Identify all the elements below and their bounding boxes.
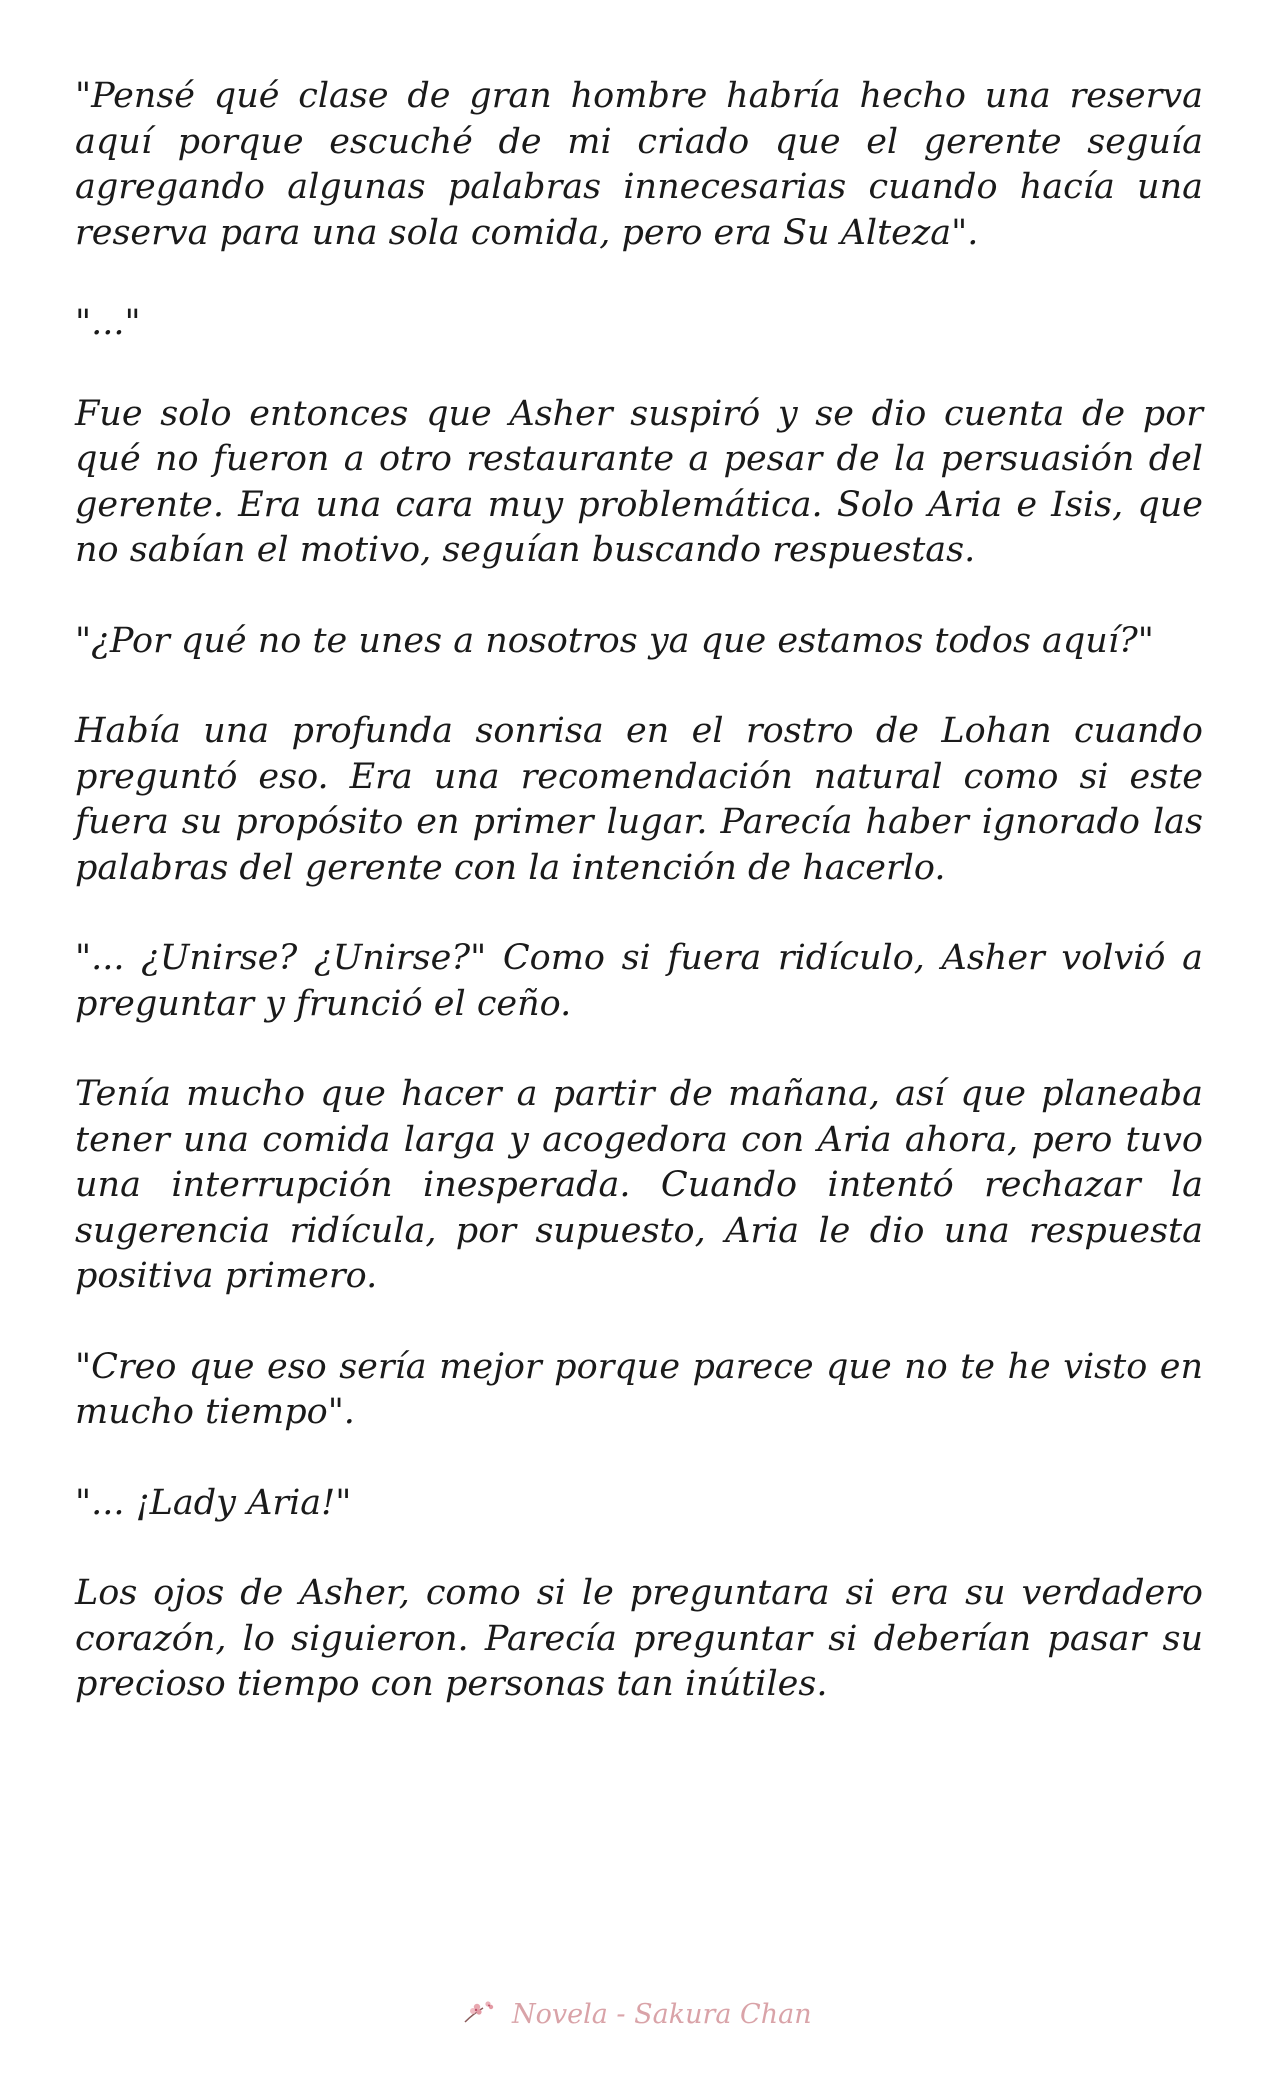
cherry-blossom-icon xyxy=(463,1998,497,2033)
paragraph-2: "..." xyxy=(75,303,141,343)
watermark-text: Novela - Sakura Chan xyxy=(511,1999,812,2030)
paragraph-5: Había una profunda sonrisa en el rostro de Lohan cuando preguntó eso. Era una recomendación natural como si este fuera su propósito en primer lugar. Parecía haber ignorado las palabras del gerente con la intención de hacerlo. xyxy=(75,711,1203,888)
paragraph-6: "... ¿Unirse? ¿Unirse?" Como si fuera ridículo, Asher volvió a preguntar y frunció el ceño. xyxy=(75,938,1203,1024)
paragraph-9: "... ¡Lady Aria!" xyxy=(75,1482,352,1523)
paragraph-10: Los ojos de Asher, como si le preguntara si era su verdadero corazón, lo siguieron. Parecía preguntar si deberían pasar su precioso tiempo con personas tan inútiles. xyxy=(75,1573,1203,1704)
footer-watermark xyxy=(0,1998,1275,2033)
document-body xyxy=(75,74,1203,1753)
paragraph-8: "Creo que eso sería mejor porque parece que no te he visto en mucho tiempo". xyxy=(75,1346,1203,1432)
paragraph-1: "Pensé qué clase de gran hombre habría hecho una reserva aquí porque escuché de mi criado que el gerente seguía agregando algunas palabras innecesarias cuando hacía una reserva para una sola comida, pero era Su Alteza". xyxy=(75,76,1203,253)
paragraph-4: "¿Por qué no te unes a nosotros ya que estamos todos aquí?" xyxy=(75,620,1154,661)
paragraph-3: Fue solo entonces que Asher suspiró y se dio cuenta de por qué no fueron a otro restaurante a pesar de la persuasión del gerente. Era una cara muy problemática. Solo Aria e Isis, que no sabían el motivo, seguían buscando respuestas. xyxy=(75,393,1203,570)
paragraph-7: Tenía mucho que hacer a partir de mañana, así que planeaba tener una comida larga y acogedora con Aria ahora, pero tuvo una interrupción inesperada. Cuando intentó rechazar la sugerencia ridícula, por supuesto, Aria le dio una respuesta positiva primero. xyxy=(75,1074,1203,1296)
